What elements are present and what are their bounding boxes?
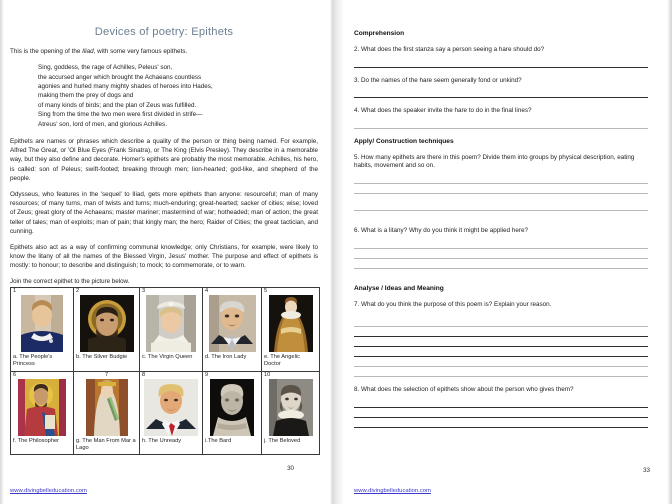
page-number: 33 <box>643 467 650 474</box>
poem-line: Atreus' son, lord of men, and glorious Achilles. <box>38 120 167 128</box>
answer-line[interactable] <box>354 326 648 327</box>
spacer <box>354 90 648 97</box>
cell-label: e. The Angelic Doctor <box>264 353 300 368</box>
cell-label: g. The Man From Mar a Lago <box>76 437 136 451</box>
answer-line[interactable] <box>354 210 648 211</box>
portrait-bob-hawke-image <box>209 295 256 352</box>
grid-cell-1[interactable] <box>11 287 74 371</box>
cell-image-wrap <box>140 379 202 437</box>
answer-line[interactable] <box>354 183 648 184</box>
portrait-medieval-saint-image <box>86 379 128 436</box>
cell-image-wrap <box>74 295 139 353</box>
answer-line[interactable] <box>354 356 648 357</box>
section-heading-comprehension: Comprehension <box>354 30 405 37</box>
answer-line[interactable] <box>354 258 648 259</box>
footer-website-link[interactable]: www.divingbelleducation.com <box>354 488 431 494</box>
right-page-content <box>354 30 648 437</box>
grid-cell-5[interactable] <box>262 287 320 371</box>
answer-line[interactable] <box>354 417 648 418</box>
cell-label: b. The Silver Budgie <box>76 353 128 360</box>
answer-line[interactable] <box>354 346 648 347</box>
answer-line[interactable] <box>354 366 648 367</box>
question-8: 8. What does the selection of epithets show about the person who gives them? <box>354 386 574 394</box>
question-7: 7. What do you think the purpose of this poem is? Explain your reason. <box>354 300 552 308</box>
cell-image-wrap <box>140 295 202 353</box>
intro-italic-title: Iliad <box>82 48 94 55</box>
answer-line[interactable] <box>354 427 648 428</box>
cell-image-wrap <box>11 379 73 437</box>
cell-number: 8 <box>142 371 146 378</box>
grid-cell-10[interactable] <box>262 371 320 455</box>
question-4: 4. What does the speaker invite the hare to do in the final lines? <box>354 107 532 115</box>
spacer <box>354 278 648 285</box>
cell-number: 6 <box>13 371 17 378</box>
spacer <box>354 60 648 67</box>
question-5: 5. How many epithets are there in this poem? Divide them into groups by physical description, eating habits, movement and so on. <box>354 153 635 170</box>
grid-cell-8[interactable] <box>140 371 203 455</box>
spacer <box>354 220 648 227</box>
spacer <box>354 241 648 248</box>
portrait-christ-icon-image <box>18 379 66 436</box>
cell-number: 1 <box>13 287 17 294</box>
grid-cell-4[interactable] <box>203 287 262 371</box>
right-page <box>336 0 672 504</box>
cell-number: 10 <box>264 371 271 378</box>
poem-line: of many kinds of birds; and the plan of Zeus was fulfilled. <box>38 101 197 109</box>
portrait-donald-trump-image <box>144 379 198 436</box>
table-row <box>11 371 320 455</box>
spacer <box>354 400 648 407</box>
answer-line[interactable] <box>354 407 648 408</box>
portrait-margaret-thatcher-image <box>21 295 63 352</box>
question-3: 3. Do the names of the hare seem generally fond or unkind? <box>354 76 522 84</box>
cell-number: 9 <box>205 371 209 378</box>
spacer <box>354 314 648 326</box>
grid-cell-6[interactable] <box>11 371 74 455</box>
odysseus-paragraph: Odysseus, who features in the 'sequel' to Iliad, gets more epithets than anyone: resourceful; man of many resources; of many turns, man of twists and turns; much-enduring; great-hearted; sacker of cities; wise; loved of Zeus; great glory of the Achaeans; master mariner; mastermind of war; hotheaded; man of action; the great teller of tales; man of exploits; man of pain; that kingly man; the hero; Raider of Cities; the great tactician, and cunning. <box>10 191 318 235</box>
cell-label: c. The Virgin Queen <box>142 353 193 360</box>
cell-number: 3 <box>142 287 146 294</box>
grid-cell-9[interactable] <box>203 371 262 455</box>
section-heading-apply: Apply/ Construction techniques <box>354 137 454 145</box>
poem-block <box>10 63 318 129</box>
cell-image-wrap <box>11 295 73 353</box>
poem-line: Sing, goddess, the rage of Achilles, Peleus' son, <box>38 64 173 72</box>
section-heading-analyse: Analyse / Ideas and Meaning <box>354 284 444 292</box>
cell-number: 5 <box>264 287 268 294</box>
cell-image-wrap <box>262 295 319 353</box>
poem-line: Sing from the time the two men were first divided in strife— <box>38 111 203 119</box>
cell-label: d. The Iron Lady <box>205 353 247 360</box>
portrait-princess-diana-image <box>146 295 196 352</box>
cell-number: 4 <box>205 287 209 294</box>
portrait-elizabeth-i-image <box>269 295 313 352</box>
cell-image-wrap <box>74 379 139 437</box>
portrait-roman-bust-image <box>210 379 254 436</box>
spacer <box>354 203 648 210</box>
portrait-icon-saint-image <box>80 295 134 352</box>
matching-activity-instruction: Join the correct epithet to the picture below. <box>10 277 130 285</box>
poem-line: making them the prey of dogs and <box>38 92 134 100</box>
footer-website-link[interactable]: www.divingbelleducation.com <box>10 488 87 494</box>
answer-line[interactable] <box>354 248 648 249</box>
answer-line[interactable] <box>354 193 648 194</box>
intro-paragraph: This is the opening of the Iliad, with some very famous epithets. <box>10 48 188 55</box>
answer-line[interactable] <box>354 336 648 337</box>
grid-cell-2[interactable] <box>74 287 140 371</box>
page-number: 30 <box>287 465 294 472</box>
question-2: 2. What does the first stanza say a person seeing a hare should do? <box>354 46 545 53</box>
page-title: Devices of poetry: Epithets <box>94 26 234 38</box>
epithet-matching-grid <box>10 287 320 456</box>
cell-number: 2 <box>76 287 80 294</box>
left-page-edge-shadow <box>0 0 4 504</box>
cell-number: 7 <box>104 371 109 378</box>
grid-cell-3[interactable] <box>140 287 203 371</box>
spacer <box>354 176 648 183</box>
poem-line: the accursed anger which brought the Achaeans countless <box>38 73 202 81</box>
cell-label: a. The People's Princess <box>13 353 53 368</box>
cell-image-wrap <box>203 295 261 353</box>
answer-line[interactable] <box>354 67 648 68</box>
portrait-shakespeare-image <box>269 379 313 436</box>
answer-line[interactable] <box>354 376 648 377</box>
question-6: 6. What is a litany? Why do you think it might be applied here? <box>354 226 528 234</box>
communal-knowledge-paragraph: Epithets also act as a way of confirming communal knowledge; only Christians, for example, were likely to know the litany of all the names of the Blessed Virgin, Jesus' mother. The purpose and effect of epithets is mostly: to honour; to describe and distinguish; to mock; to commemorate, or to warn. <box>10 244 318 270</box>
cell-image-wrap <box>262 379 319 437</box>
right-page-edge-shadow <box>667 0 672 504</box>
grid-cell-7[interactable] <box>74 371 140 455</box>
left-page-content <box>10 26 318 455</box>
answer-line[interactable] <box>354 268 648 269</box>
cell-label: i.The Bard <box>205 437 232 444</box>
epithets-definition-paragraph: Epithets are names or phrases which describe a quality of the person or thing being named. For example, Alfred The Great, or 'Ol Blue Eyes (Frank Sinatra), or The King (Elvis Presley). They describe in a memorable way, but they also define and decorate. Homer's epithets are probably the most memorable. Achilles, his hero, is called: son of Peleus; swift-footed; breaking through men; lion-hearted; god-like, and shepherd of the people. <box>10 138 318 182</box>
answer-line[interactable] <box>354 128 648 129</box>
table-row <box>11 287 320 371</box>
answer-line[interactable] <box>354 97 648 98</box>
cell-label: f. The Philosopher <box>13 437 60 444</box>
cell-label: j. The Beloved <box>264 437 301 444</box>
cell-label: h. The Unready <box>142 437 182 444</box>
spacer <box>354 121 648 128</box>
cell-image-wrap <box>203 379 261 437</box>
poem-line: agonies and hurled many mighty shades of heroes into Hades, <box>38 83 213 91</box>
